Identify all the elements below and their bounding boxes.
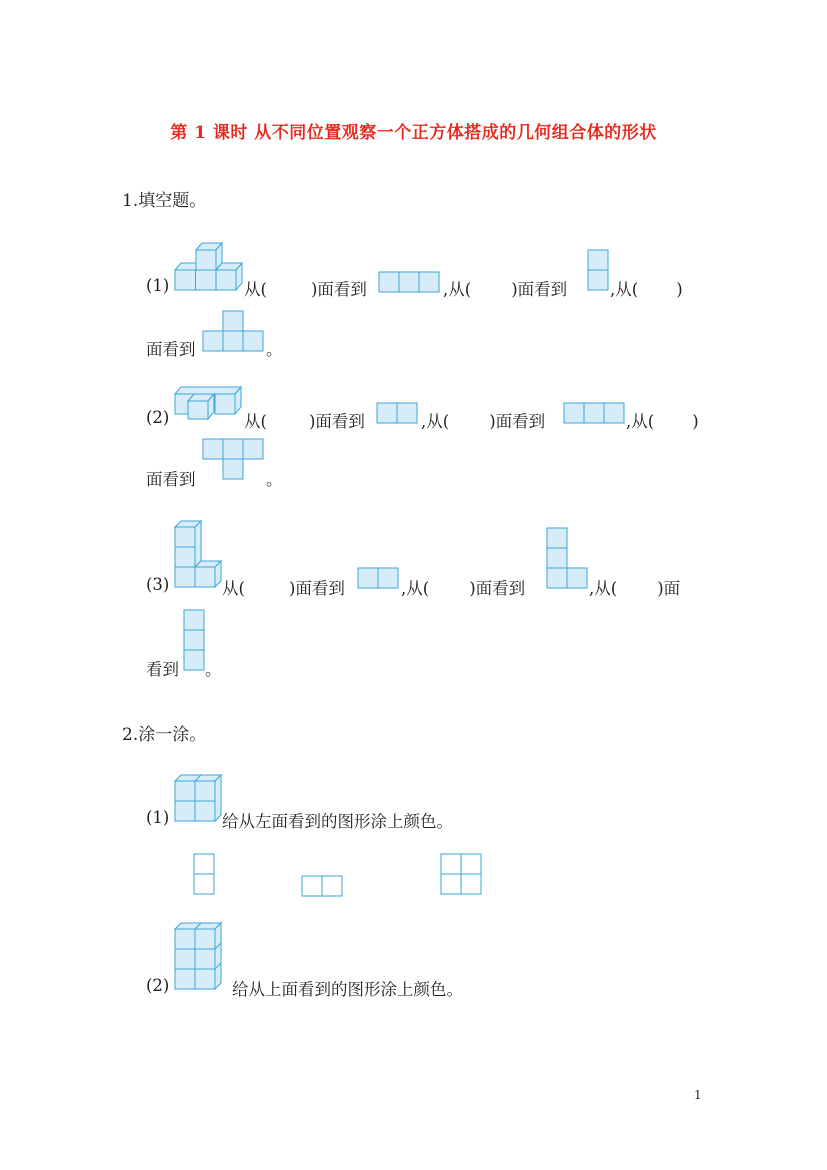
q3-from-1: 从( (222, 579, 245, 598)
q1-from-3: ,从( (610, 280, 639, 299)
q3-view-1 (357, 567, 401, 589)
q2-line2-start: 面看到 (146, 470, 196, 489)
q3-from-2: ,从( (401, 579, 430, 598)
q1-solid-figure (172, 240, 244, 292)
q2-view-3 (202, 438, 266, 482)
page-number: 1 (694, 1088, 702, 1102)
q2-solid-figure (172, 384, 246, 422)
section-1-heading: 1.填空题。 (122, 191, 207, 211)
q4-option-b[interactable] (301, 875, 344, 897)
q2-from-3: ,从( (626, 412, 655, 431)
lesson-title: 第 1 课时 从不同位置观察一个正方体搭成的几何组合体的形状 (170, 123, 657, 143)
q3-line2-start: 看到 (146, 660, 179, 679)
q3-solid-figure (172, 518, 224, 590)
q3-see-1: )面看到 (288, 579, 345, 598)
q3-number: (3) (146, 575, 170, 594)
q1-close-3: ) (676, 280, 683, 299)
q2-view-2 (563, 402, 627, 424)
q1-end: 。 (266, 340, 283, 359)
q2-close-3: ) (692, 412, 699, 431)
q3-see-2: )面看到 (469, 579, 526, 598)
section-2-heading: 2.涂一涂。 (122, 725, 207, 745)
q2-view-1 (376, 402, 420, 424)
q2-from-2: ,从( (421, 412, 450, 431)
q5-instruction: 给从上面看到的图形涂上颜色。 (232, 980, 463, 999)
q3-view-3 (183, 609, 207, 673)
q2-see-2: )面看到 (489, 412, 546, 431)
q1-see-2: )面看到 (511, 280, 568, 299)
q1-from-2: ,从( (443, 280, 472, 299)
q4-number: (1) (146, 808, 170, 827)
q3-mian-3: )面 (657, 579, 681, 598)
q4-option-a[interactable] (193, 853, 215, 896)
q1-see-1: )面看到 (310, 280, 367, 299)
q4-option-c[interactable] (440, 853, 483, 896)
q3-end: 。 (205, 660, 222, 679)
q1-line2-start: 面看到 (146, 340, 196, 359)
q5-number: (2) (146, 976, 170, 995)
q1-view-2 (587, 249, 611, 293)
q1-view-3 (202, 310, 266, 354)
q2-end: 。 (266, 470, 283, 489)
q2-number: (2) (146, 408, 170, 427)
q2-from-1: 从( (244, 412, 267, 431)
q2-see-1: )面看到 (308, 412, 365, 431)
q1-from-1: 从( (244, 280, 267, 299)
q3-from-3: ,从( (589, 579, 618, 598)
q4-solid-figure (172, 772, 224, 826)
q4-instruction: 给从左面看到的图形涂上颜色。 (222, 812, 453, 831)
q3-view-2 (546, 527, 590, 591)
q5-solid-figure (172, 920, 224, 994)
q1-number: (1) (146, 276, 170, 295)
q1-view-1 (378, 271, 442, 293)
